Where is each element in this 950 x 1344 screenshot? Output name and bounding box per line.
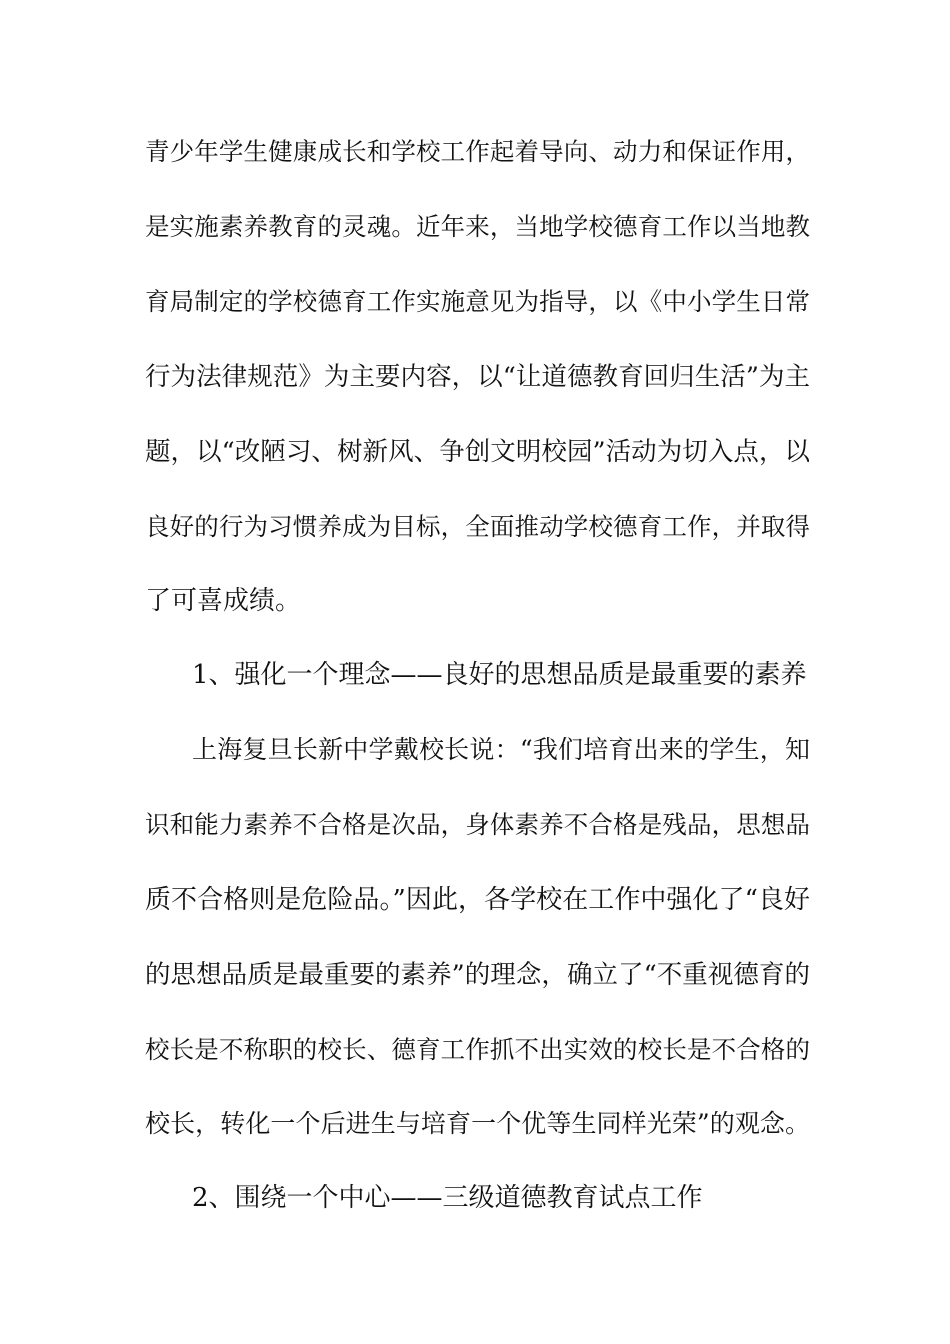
text-line: 良好的行为习惯养成为目标，全面推动学校德育工作，并取得 [145, 512, 810, 541]
section-heading: 1、强化一个理念——良好的思想品质是最重要的素养 [192, 660, 807, 690]
text-line: 校长是不称职的校长、德育工作抓不出实效的校长是不合格的 [145, 1035, 810, 1064]
text-line: 质不合格则是危险品。”因此，各学校在工作中强化了“良好 [145, 885, 810, 915]
text-line: 育局制定的学校德育工作实施意见为指导，以《中小学生日常 [145, 287, 810, 316]
text-line: 的思想品质是最重要的素养”的理念，确立了“不重视德育的 [145, 960, 810, 990]
text-line: 了可喜成绩。 [145, 586, 302, 616]
text-line: 上海复旦长新中学戴校长说：“我们培育出来的学生，知 [192, 735, 810, 764]
text-line: 校长，转化一个后进生与培育一个优等生同样光荣”的观念。 [145, 1109, 810, 1138]
text-line: 行为法律规范》为主要内容，以“让道德教育回归生活”为主 [145, 362, 810, 392]
text-line: 识和能力素养不合格是次品，身体素养不合格是残品，思想品 [145, 810, 810, 839]
text-line: 青少年学生健康成长和学校工作起着导向、动力和保证作用， [145, 137, 810, 166]
text-line: 题，以“改陋习、树新风、争创文明校园”活动为切入点，以 [145, 437, 810, 467]
text-line: 是实施素养教育的灵魂。近年来，当地学校德育工作以当地教 [145, 212, 810, 241]
section-heading: 2、围绕一个中心——三级道德教育试点工作 [192, 1183, 703, 1213]
